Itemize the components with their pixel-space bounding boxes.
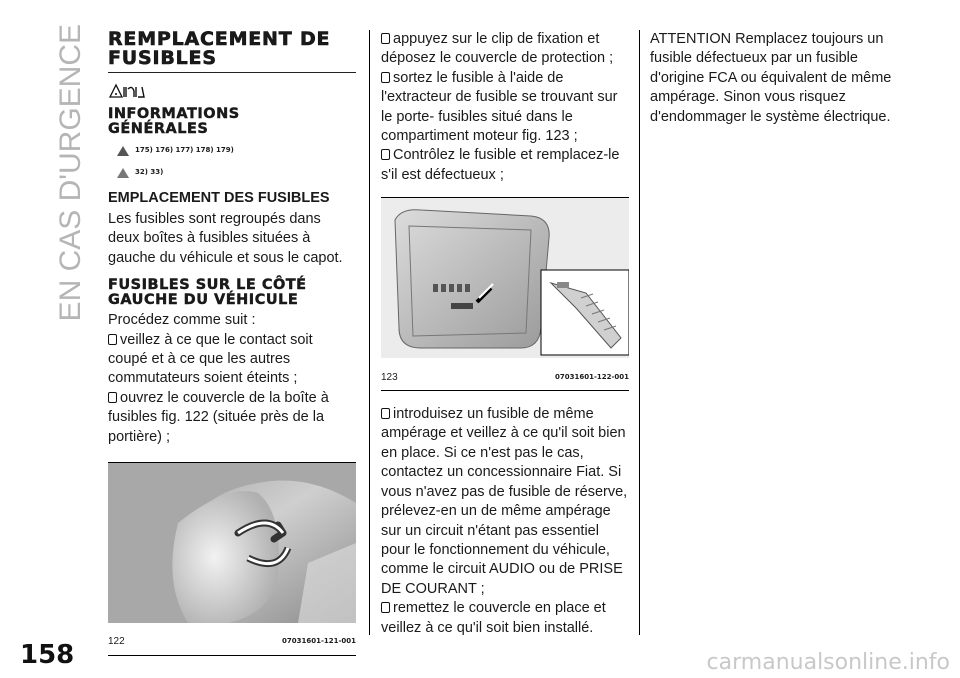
figure-code: 07031601-121-001 bbox=[282, 637, 356, 646]
chapter-label: EN CAS D'URGENCE bbox=[54, 24, 87, 322]
figure-code: 07031601-122-001 bbox=[555, 372, 629, 381]
section-title-fuse-location: EMPLACEMENT DES FUSIBLES bbox=[108, 190, 330, 206]
bullet-icon bbox=[381, 408, 390, 419]
column-3 bbox=[650, 30, 895, 127]
list-item: sortez le fusible à l'aide de l'extracteur de fusible se trouvant sur le porte- fusibles situé dans le compartiment moteur fig. 123 ; bbox=[381, 69, 618, 145]
warning-refs: 175) 176) 177) 178) 179) bbox=[108, 140, 356, 162]
fuse-box-illustration bbox=[381, 198, 629, 358]
list-item: appuyez sur le clip de fixation et déposez le couvercle de protection ; bbox=[381, 31, 614, 67]
warning-triangle-icon bbox=[116, 145, 130, 157]
figure-122 bbox=[108, 462, 356, 656]
bullet-icon bbox=[108, 334, 117, 345]
attention-note: ATTENTION Remplacez toujours un fusible défectueux par un fusible d'origine FCA ou équivalent de même ampérage. Sinon vous risquez d'endommager le système électrique. bbox=[650, 31, 892, 125]
bullet-icon bbox=[381, 149, 390, 160]
page-title: REMPLACEMENT DE FUSIBLES bbox=[108, 28, 331, 69]
caution-icon bbox=[116, 167, 130, 179]
side-chapter-tab bbox=[54, 24, 94, 322]
figure-number: 123 bbox=[381, 371, 398, 383]
title-rule bbox=[108, 72, 356, 73]
section-heading-left-side: FUSIBLES SUR LE CÔTÉ GAUCHE DU VÉHICULE bbox=[108, 277, 307, 308]
list-item: ouvrez le couvercle de la boîte à fusibles fig. 122 (située près de la portière) ; bbox=[108, 389, 329, 445]
list-item: Contrôlez le fusible et remplacez-le s'il est défectueux ; bbox=[381, 147, 620, 183]
bullet-icon bbox=[381, 72, 390, 83]
column-divider bbox=[369, 30, 370, 635]
page-number: 158 bbox=[20, 640, 75, 670]
paragraph-fuse-location: Les fusibles sont regroupés dans deux boîtes à fusibles situées à gauche du véhicule et sous le capot. bbox=[108, 211, 343, 266]
bullet-icon bbox=[381, 602, 390, 613]
watermark: carmanualsonline.info bbox=[706, 650, 950, 675]
column-2 bbox=[381, 30, 629, 638]
warning-icons-row bbox=[108, 79, 356, 103]
list-item: introduisez un fusible de même ampérage et veillez à ce qu'il soit bien en place. Si ce n'est pas le cas, contactez un concessionnaire Fiat. Si vous n'avez pas de fusible de réserve, prélevez-en un de même ampérage sur un circuit n'étant pas essentiel pour le fonctionnement du véhicule, comme le circuit AUDIO ou de PRISE DE COURANT ; bbox=[381, 406, 628, 597]
bullet-icon bbox=[381, 33, 390, 44]
caution-refs: 32) 33) bbox=[108, 162, 356, 184]
warning-icon bbox=[108, 81, 152, 101]
figure-123 bbox=[381, 197, 629, 391]
figure-caption bbox=[108, 629, 356, 655]
column-divider bbox=[639, 30, 640, 635]
figure-caption bbox=[381, 365, 629, 391]
column-1 bbox=[108, 30, 356, 656]
fuse-box-cover-illustration bbox=[108, 463, 356, 623]
list-item: veillez à ce que le contact soit coupé et à ce que les autres commutateurs soient éteints ; bbox=[108, 331, 313, 387]
bullet-icon bbox=[108, 392, 117, 403]
section-heading-general: INFORMATIONS GÉNÉRALES bbox=[108, 106, 240, 137]
figure-number: 122 bbox=[108, 636, 125, 648]
list-item: remettez le couvercle en place et veillez à ce qu'il soit bien installé. bbox=[381, 600, 606, 636]
procedure-intro: Procédez comme suit : bbox=[108, 312, 256, 329]
